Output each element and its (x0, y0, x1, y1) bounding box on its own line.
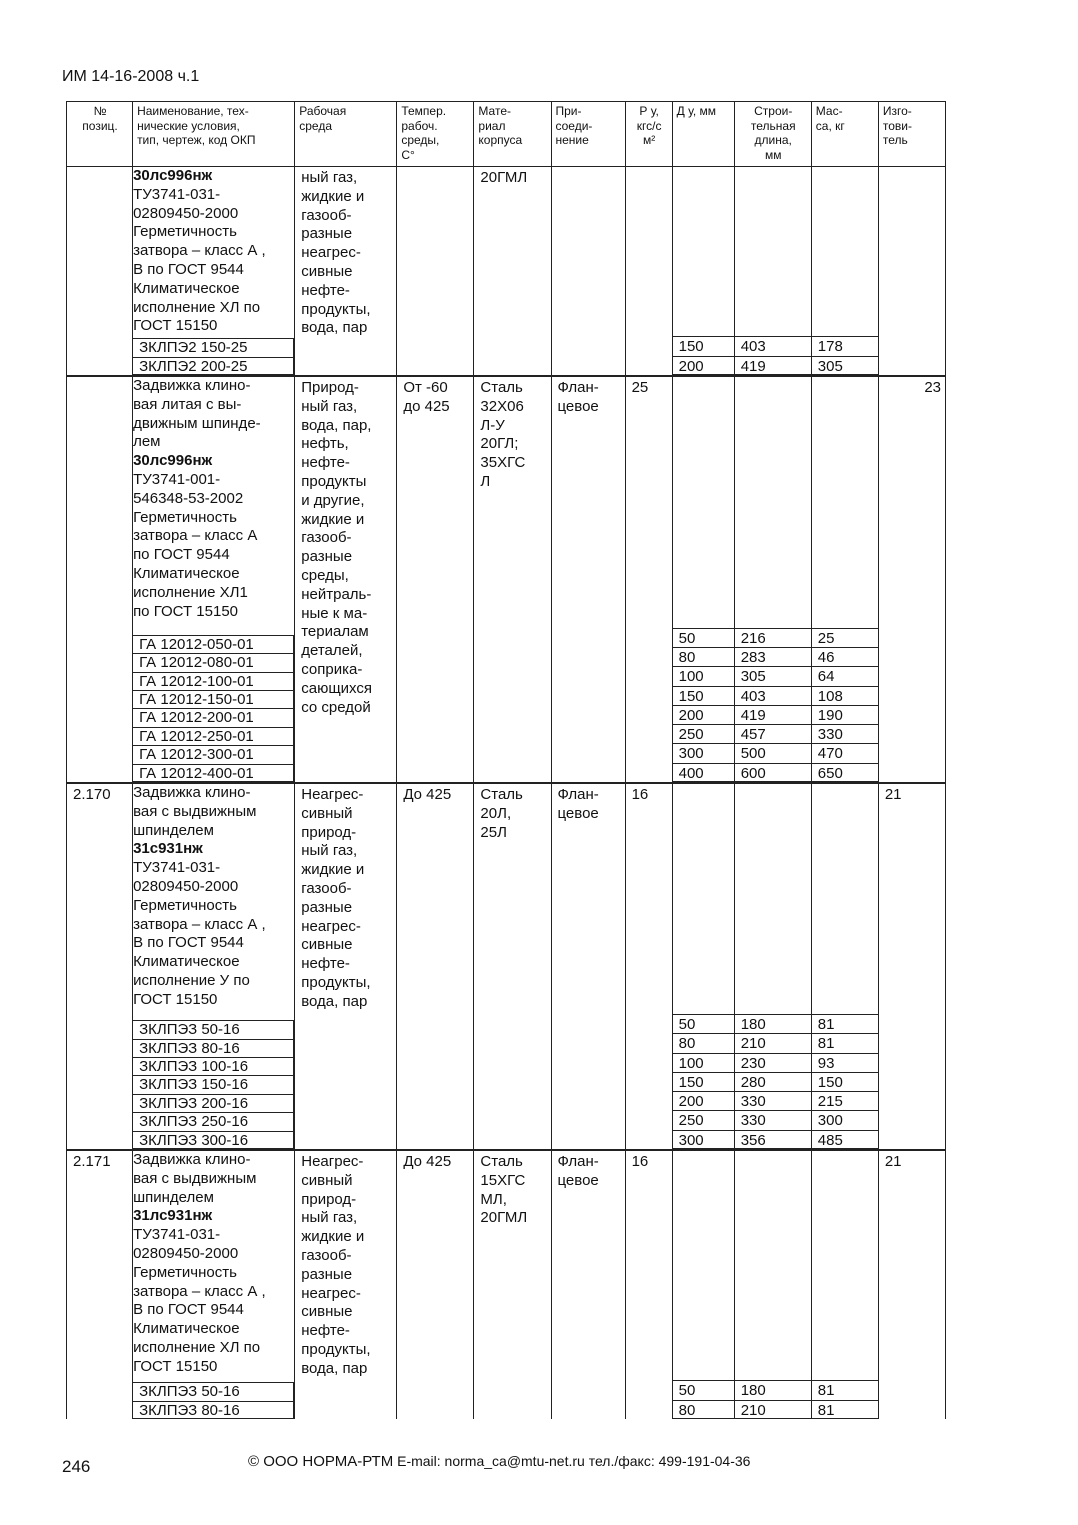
medium-cell: ный газ, жидкие и газооб- разные неагрес- сивные нефте- продукты, вода, пар (295, 167, 397, 377)
item-specs: ТУ3741-001- 546348-53-2002 Герметичность затвора – класс А по ГОСТ 9544 Климатическое исполнение ХЛ1 по ГОСТ 15150 (133, 470, 258, 620)
dn-value: 80 (673, 647, 734, 666)
dn-value: 200 (673, 356, 734, 375)
manufacturer-cell: 21 (878, 783, 945, 1150)
length-value: 180 (735, 1014, 811, 1033)
dn-cell (672, 783, 734, 1150)
header-name: Наименование, тех- нические условия, тип, чертеж, код ОКП (133, 102, 295, 167)
temperature-cell: До 425 (397, 1150, 474, 1419)
length-value: 305 (735, 666, 811, 685)
mass-value: 470 (812, 743, 878, 762)
length-value: 419 (735, 356, 811, 375)
dn-value: 200 (673, 705, 734, 724)
pressure-cell: 16 (625, 1150, 672, 1419)
dn-value: 100 (673, 1053, 734, 1072)
length-value: 457 (735, 724, 811, 743)
footer-email: E-mail: norma_ca@mtu-net.ru (397, 1453, 585, 1469)
length-value: 210 (735, 1033, 811, 1052)
item-specs: ТУ3741-031- 02809450-2000 Герметичность затвора – класс А , В по ГОСТ 9544 Климатическое исполнение У по ГОСТ 15150 (133, 859, 266, 1008)
variant-designation: ЗКЛПЭЗ 100-16 (133, 1057, 294, 1075)
table-row (67, 167, 946, 377)
dn-value: 200 (673, 1091, 734, 1110)
model-code: 31с931нж (133, 840, 203, 858)
header-temperature: Темпер. рабоч. среды, С° (397, 102, 474, 167)
dn-value: 80 (673, 1400, 734, 1419)
material-cell: 20ГМЛ (474, 167, 551, 377)
valve-spec-table (66, 101, 946, 1419)
model-code: 31лс931нж (133, 1207, 213, 1225)
name-cell (133, 167, 295, 377)
mass-value: 150 (812, 1072, 878, 1091)
model-code: 30лс996нж (133, 167, 213, 184)
length-value: 280 (735, 1072, 811, 1091)
mass-value: 650 (812, 763, 878, 782)
length-cell (734, 167, 811, 377)
mass-value: 190 (812, 705, 878, 724)
material-cell: Сталь 32Х06 Л-У 20ГЛ; 35ХГС Л (474, 376, 551, 783)
name-cell (133, 783, 295, 1150)
variant-designation: ГА 12012-050-01 (133, 635, 294, 653)
length-cell (734, 1150, 811, 1419)
mass-cell (811, 783, 878, 1150)
mass-cell (811, 376, 878, 783)
mass-value: 81 (812, 1033, 878, 1052)
dn-value: 300 (673, 743, 734, 762)
mass-value: 81 (812, 1380, 878, 1399)
footer-phone: тел./факс: 499-191-04-36 (588, 1453, 751, 1469)
position-cell (67, 376, 133, 783)
position-cell (67, 167, 133, 377)
item-description: Задвижка клино- вая литая с вы- движным шпинде- лем (133, 377, 261, 451)
dn-cell (672, 167, 734, 377)
item-specs: ТУ3741-031- 02809450-2000 Герметичность затвора – класс А , В по ГОСТ 9544 Климатическое исполнение ХЛ по ГОСТ 15150 (133, 185, 266, 335)
item-description: Задвижка клино- вая с выдвижным шпинделем (133, 1151, 257, 1206)
length-value: 180 (735, 1380, 811, 1399)
variant-designation: ЗКЛПЭ2 150-25 (133, 338, 294, 356)
medium-cell: Неагрес- сивный природ- ный газ, жидкие и газооб- разные неагрес- сивные нефте- продукты, вода, пар (295, 1150, 397, 1419)
dn-cell (672, 1150, 734, 1419)
dn-value: 150 (673, 1072, 734, 1091)
dn-value: 100 (673, 666, 734, 685)
pressure-cell (625, 167, 672, 377)
length-value: 230 (735, 1053, 811, 1072)
header-dn: Д у, мм (672, 102, 734, 167)
medium-cell: Природ- ный газ, вода, пар, нефть, нефте- продукты и другие, жидкие и газооб- разные среды, нейтраль- ные к ма- териалам деталей, соприка- сающихся со средой (295, 376, 397, 783)
variant-designation: ГА 12012-100-01 (133, 672, 294, 690)
mass-value: 485 (812, 1130, 878, 1149)
name-cell (133, 1150, 295, 1419)
material-cell: Сталь 20Л, 25Л (474, 783, 551, 1150)
length-value: 330 (735, 1110, 811, 1129)
header-mass: Мас- са, кг (811, 102, 878, 167)
mass-value: 178 (812, 336, 878, 355)
temperature-cell (397, 167, 474, 377)
length-value: 500 (735, 743, 811, 762)
position-cell: 2.171 (67, 1150, 133, 1419)
mass-value: 81 (812, 1400, 878, 1419)
length-value: 403 (735, 686, 811, 705)
item-description: Задвижка клино- вая с выдвижным шпинделем (133, 784, 257, 839)
header-position: № позиц. (67, 102, 133, 167)
dn-value: 400 (673, 763, 734, 782)
variant-designation: ЗКЛПЭЗ 250-16 (133, 1112, 294, 1130)
dn-value: 50 (673, 628, 734, 647)
mass-value: 64 (812, 666, 878, 685)
model-code: 30лс996нж (133, 452, 213, 470)
pressure-cell: 16 (625, 783, 672, 1150)
dn-value: 50 (673, 1014, 734, 1033)
dn-value: 300 (673, 1130, 734, 1149)
mass-value: 305 (812, 356, 878, 375)
footer-copyright: © ООО НОРМА-РТМ (248, 1453, 394, 1470)
variant-designation: ЗКЛПЭЗ 80-16 (133, 1039, 294, 1057)
dn-value: 150 (673, 336, 734, 355)
dn-value: 80 (673, 1033, 734, 1052)
document-header: ИМ 14-16-2008 ч.1 (62, 68, 200, 85)
mass-value: 330 (812, 724, 878, 743)
variant-designation: ЗКЛПЭЗ 300-16 (133, 1131, 294, 1149)
length-value: 600 (735, 763, 811, 782)
medium-cell: Неагрес- сивный природ- ный газ, жидкие и газооб- разные неагрес- сивные нефте- продукты, вода, пар (295, 783, 397, 1150)
dn-value: 150 (673, 686, 734, 705)
length-value: 210 (735, 1400, 811, 1419)
mass-value: 25 (812, 628, 878, 647)
position-cell: 2.170 (67, 783, 133, 1150)
mass-value: 46 (812, 647, 878, 666)
variant-designation: ЗКЛПЭЗ 50-16 (133, 1382, 294, 1400)
table-row (67, 376, 946, 783)
temperature-cell: До 425 (397, 783, 474, 1150)
dn-value: 250 (673, 1110, 734, 1129)
header-material: Мате- риал корпуса (474, 102, 551, 167)
length-value: 283 (735, 647, 811, 666)
header-manufacturer: Изго- тови- тель (878, 102, 945, 167)
mass-cell (811, 167, 878, 377)
mass-value: 215 (812, 1091, 878, 1110)
name-cell (133, 376, 295, 783)
header-connection: При- соеди- нение (551, 102, 625, 167)
connection-cell: Флан- цевое (551, 1150, 625, 1419)
variant-designation: ГА 12012-300-01 (133, 745, 294, 763)
length-value: 419 (735, 705, 811, 724)
variant-designation: ЗКЛПЭЗ 200-16 (133, 1094, 294, 1112)
manufacturer-cell: 23 (878, 376, 945, 783)
material-cell: Сталь 15ХГС МЛ, 20ГМЛ (474, 1150, 551, 1419)
variant-designation: ГА 12012-400-01 (133, 764, 294, 782)
connection-cell: Флан- цевое (551, 783, 625, 1150)
dn-value: 250 (673, 724, 734, 743)
length-value: 216 (735, 628, 811, 647)
manufacturer-cell (878, 167, 945, 377)
table-row (67, 1150, 946, 1419)
mass-value: 300 (812, 1110, 878, 1129)
dn-cell (672, 376, 734, 783)
variant-designation: ЗКЛПЭЗ 150-16 (133, 1075, 294, 1093)
length-value: 330 (735, 1091, 811, 1110)
page-footer (248, 1453, 750, 1470)
page-number: 246 (62, 1457, 91, 1476)
variant-designation: ГА 12012-200-01 (133, 708, 294, 726)
mass-cell (811, 1150, 878, 1419)
header-row (67, 102, 946, 167)
length-cell (734, 376, 811, 783)
item-specs: ТУ3741-031- 02809450-2000 Герметичность затвора – класс А , В по ГОСТ 9544 Климатическое исполнение ХЛ по ГОСТ 15150 (133, 1226, 266, 1375)
mass-value: 108 (812, 686, 878, 705)
header-medium: Рабочая среда (295, 102, 397, 167)
variant-designation: ЗКЛПЭ2 200-25 (133, 357, 294, 375)
length-value: 356 (735, 1130, 811, 1149)
variant-designation: ГА 12012-080-01 (133, 653, 294, 671)
variant-designation: ГА 12012-150-01 (133, 690, 294, 708)
temperature-cell: От -60 до 425 (397, 376, 474, 783)
mass-value: 81 (812, 1014, 878, 1033)
length-value: 403 (735, 336, 811, 355)
table-body (67, 167, 946, 1420)
header-length: Строи- тельная длина, мм (734, 102, 811, 167)
header-pressure: Р у, кгс/с м² (625, 102, 672, 167)
variant-designation: ЗКЛПЭЗ 50-16 (133, 1020, 294, 1038)
mass-value: 93 (812, 1053, 878, 1072)
connection-cell (551, 167, 625, 377)
length-cell (734, 783, 811, 1150)
table-row (67, 783, 946, 1150)
manufacturer-cell: 21 (878, 1150, 945, 1419)
dn-value: 50 (673, 1380, 734, 1399)
variant-designation: ЗКЛПЭЗ 80-16 (133, 1401, 294, 1419)
connection-cell: Флан- цевое (551, 376, 625, 783)
variant-designation: ГА 12012-250-01 (133, 727, 294, 745)
pressure-cell: 25 (625, 376, 672, 783)
